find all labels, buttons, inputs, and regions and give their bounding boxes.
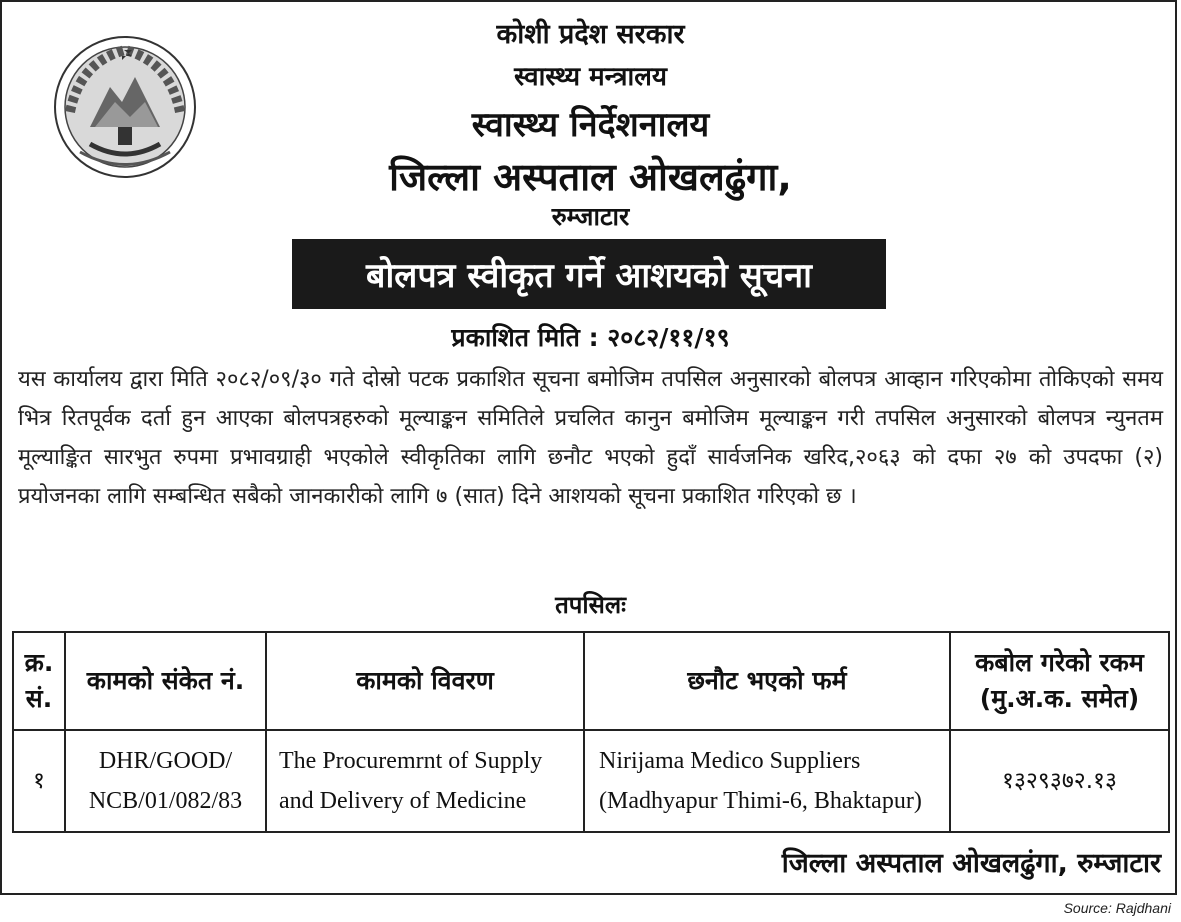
directorate-title: स्वास्थ्य निर्देशनालय (471, 105, 710, 145)
table-row (13, 730, 1169, 832)
notice-banner (292, 239, 886, 309)
cell-bid-amount: १३२९३७२.१३ (950, 730, 1169, 832)
province-government-title: कोशी प्रदेश सरकार (496, 19, 685, 50)
cell-serial: १ (13, 730, 65, 832)
header-work-description: कामको विवरण (266, 632, 584, 730)
header-work-code: कामको संकेत नं. (65, 632, 266, 730)
header-selected-firm: छनौट भएको फर्म (584, 632, 950, 730)
header-bid-amount: कबोल गरेको रकम (मु.अ.क. समेत) (950, 632, 1169, 730)
award-table (12, 631, 1170, 833)
hospital-title: जिल्ला अस्पताल ओखलढुंगा, (389, 155, 792, 199)
cell-selected-firm: Nirijama Medico Suppliers (Madhyapur Thimi-6, Bhaktapur) (584, 730, 950, 832)
ministry-title: स्वास्थ्य मन्त्रालय (514, 62, 667, 92)
cell-work-description: The Procuremrnt of Supply and Delivery of Medicine (266, 730, 584, 832)
source-credit: Source: Rajdhani (1063, 900, 1171, 916)
notice-body-text: यस कार्यालय द्वारा मिति २०८२/०९/३० गते दोस्रो पटक प्रकाशित सूचना बमोजिम तपसिल अनुसारको बोलपत्र आव्हान गरिएकोमा तोकिएको समय भित्र रितपूर्वक दर्ता हुन आएका बोलपत्रहरुको मूल्याङ्कन समितिले प्रचलित कानुन बमोजिम मूल्याङ्कन गरी तपसिल अनुसारको बोलपत्र न्युनतम मूल्याङ्कित सारभुत रुपमा प्रभावग्राही भएकोले स्वीकृतिका लागि छनौट भएको हुदाँ सार्वजनिक खरिद,२०६३ को दफा २७ को उपदफा (२) प्रयोजनका लागि सम्बन्धित सबैको जानकारीको लागि ७ (सात) दिने आशयको सूचना प्रकाशित गरिएको छ । (18, 367, 1163, 509)
cell-work-code: DHR/GOOD/ NCB/01/082/83 (65, 730, 266, 832)
signoff: जिल्ला अस्पताल ओखलढुंगा, रुम्जाटार (781, 848, 1161, 879)
hospital-location: रुम्जाटार (551, 202, 630, 231)
table-header-row (13, 632, 1169, 730)
table-title: तपसिलः (555, 591, 626, 619)
published-date: प्रकाशित मिति : २०८२/११/१९ (451, 323, 730, 352)
header-serial: क्र. सं. (13, 632, 65, 730)
notice-banner-title: बोलपत्र स्वीकृत गर्ने आशयको सूचना (366, 256, 812, 296)
